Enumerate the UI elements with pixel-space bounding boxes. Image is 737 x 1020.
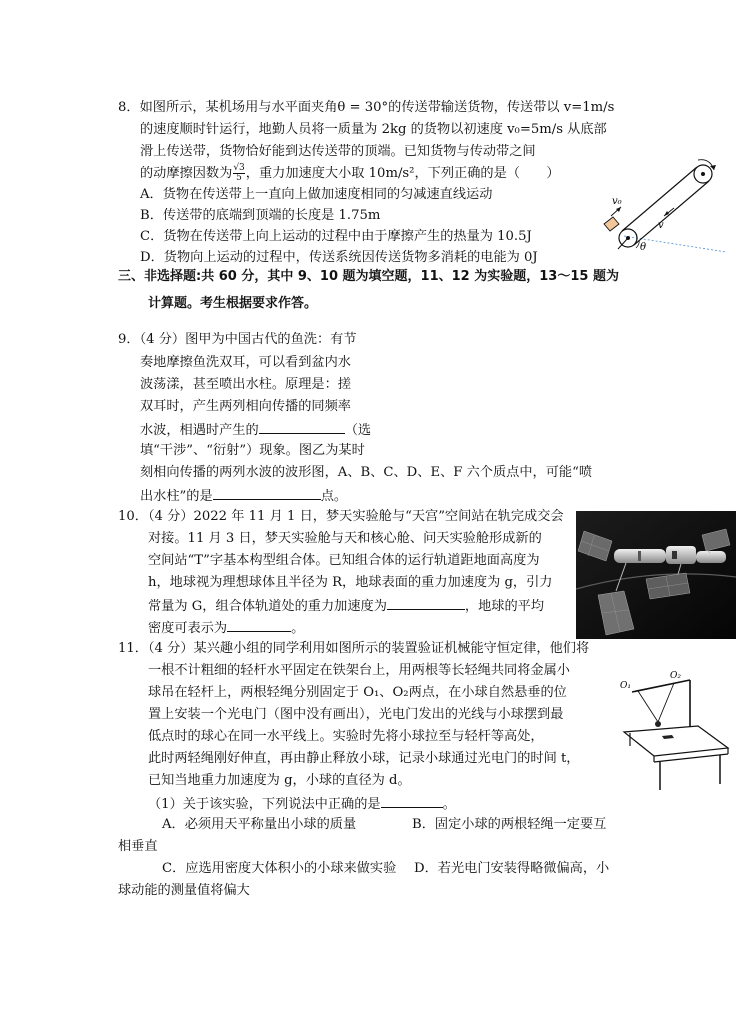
angle-theta-label: θ (640, 242, 647, 253)
q11-line-4: 置上安装一个光电门（图中没有画出），光电门发出的光线与小球摆到最 (148, 707, 564, 722)
q10-blank-1[interactable] (387, 596, 465, 610)
q10-blank-2[interactable] (227, 618, 291, 632)
q8-option-c: C．货物在传送带上向上运动的过程中由于摩擦产生的热量为 10.5J (140, 229, 532, 244)
q11-sub1 (148, 794, 456, 814)
q9-line-8-start: 出水柱”的是 (140, 489, 213, 504)
q8-line-4-end: ，重力加速度大小取 10m/s²，下列正确的是（ ） (245, 166, 560, 181)
q9-line-4: 双耳时，产生两列相向传播的同频率 (140, 399, 351, 414)
q10-line-6-start: 密度可表示为 (148, 621, 228, 636)
q10-line-6 (148, 618, 304, 638)
velocity-v-label: v (658, 220, 664, 231)
q11-line-7: 已知当地重力加速度为 g，小球的直径为 d。 (148, 773, 411, 788)
q11-sub1-end: 。 (442, 797, 456, 812)
q10-line-1: 10．（4 分）2022 年 11 月 1 日，梦天实验舱与“天宫”空间站在轨完成交会 (118, 509, 564, 524)
q9-line-8-end: 点。 (320, 489, 348, 504)
q11-line-2: 一根不计粗细的轻杆水平固定在铁架台上，用两根等长轻绳共同将金属小 (148, 663, 570, 678)
q9-line-5-end: （选 (344, 423, 372, 438)
q11-option-d-cont: 球动能的测量值将偏大 (118, 883, 250, 898)
q8-line-2: 的速度顺时针运行，地勤人员将一质量为 2kg 的货物以初速度 v₀=5m/s 从底部 (140, 122, 607, 137)
q9-line-3: 波荡漾，甚至喷出水柱。原理是：搓 (140, 377, 351, 392)
q8-line-3: 滑上传送带，货物恰好能到达传送带的顶端。已知货物与传动带之间 (140, 144, 536, 159)
q10-line-2: 对接。11 月 3 日，梦天实验舱与天和核心舱、问天实验舱形成新的 (148, 531, 542, 546)
conveyor-belt-figure (588, 152, 728, 260)
q9-line-2: 奏地摩擦鱼洗双耳，可以看到盆内水 (140, 355, 351, 370)
section-3-heading: 三、非选择题:共 60 分，其中 9、10 题为填空题，11、12 为实验题，13～15 题为 (118, 269, 619, 284)
q10-line-5-end: ，地球的平均 (464, 599, 545, 614)
q9-line-7: 刻相向传播的两列水波的波形图，A、B、C、D、E、F 六个质点中，可能“喷 (140, 465, 593, 480)
q10-line-5 (148, 596, 544, 616)
q10-line-6-end: 。 (291, 621, 305, 636)
q11-line-1: 11．（4 分）某兴趣小组的同学利用如图所示的装置验证机械能守恒定律，他们将 (118, 641, 590, 656)
q9-line-5-start: 水波，相遇时产生的 (140, 423, 259, 438)
q11-line-3: 球吊在轻杆上，两根轻绳分别固定于 O₁、O₂两点，在小球自然悬垂的位 (148, 685, 567, 700)
q9-line-8 (140, 486, 347, 506)
q9-line-1: 9．（4 分）图甲为中国古代的鱼洗：有节 (118, 332, 357, 347)
point-o1-label: O₁ (620, 681, 631, 691)
q11-option-b: B．固定小球的两根轻绳一定要互 (412, 817, 607, 832)
q9-line-5 (140, 420, 371, 440)
q11-option-b-cont: 相垂直 (118, 839, 158, 854)
velocity-v0-label: v₀ (612, 196, 622, 207)
fraction-numerator: √3 (233, 163, 245, 173)
q11-option-d: D．若光电门安装得略微偏高，小 (414, 861, 610, 876)
q11-sub1-start: （1）关于该实验，下列说法中正确的是 (148, 797, 381, 812)
space-station-photo (576, 511, 736, 639)
pendulum-apparatus-figure (616, 666, 734, 790)
q10-line-4: h，地球视为理想球体且半径为 R，地球表面的重力加速度为 g，引力 (148, 575, 553, 590)
q9-line-6: 填“干涉”、“衍射”）现象。图乙为某时 (140, 443, 365, 458)
q8-option-d: D．货物向上运动的过程中，传送系统因传送货物多消耗的电能为 0J (140, 250, 538, 265)
q8-line-1: 8．如图所示，某机场用与水平面夹角θ = 30°的传送带输送货物，传送带以 v=1m/s (118, 100, 615, 115)
q11-option-c: C．应选用密度大体积小的小球来做实验 (162, 861, 397, 876)
q9-blank-2[interactable] (213, 486, 321, 500)
q10-line-5-start: 常量为 G，组合体轨道处的重力加速度为 (148, 599, 387, 614)
friction-coefficient-fraction (233, 164, 244, 183)
q9-blank-1[interactable] (259, 420, 345, 434)
q8-option-a: A．货物在传送带上一直向上做加速度相同的匀减速直线运动 (140, 187, 493, 202)
q8-line-4-start: 的动摩擦因数为 (140, 166, 233, 181)
point-o2-label: O₂ (670, 671, 681, 681)
section-3-heading-cont: 计算题。考生根据要求作答。 (148, 296, 318, 311)
q11-blank-1[interactable] (381, 794, 443, 808)
q11-option-a: A．必须用天平称量出小球的质量 (162, 817, 357, 832)
q10-line-3: 空间站“T”字基本构型组合体。已知组合体的运行轨道距地面高度为 (148, 553, 540, 568)
q11-line-6: 此时两轻绳刚好伸直，再由静止释放小球，记录小球通过光电门的时间 t， (148, 751, 580, 766)
q8-option-b: B．传送带的底端到顶端的长度是 1.75m (140, 208, 381, 223)
q11-line-5: 低点时的球心在同一水平线上。实验时先将小球拉至与轻杆等高处， (148, 729, 544, 744)
q8-line-4 (140, 164, 560, 183)
fraction-denominator: 5 (236, 173, 242, 183)
